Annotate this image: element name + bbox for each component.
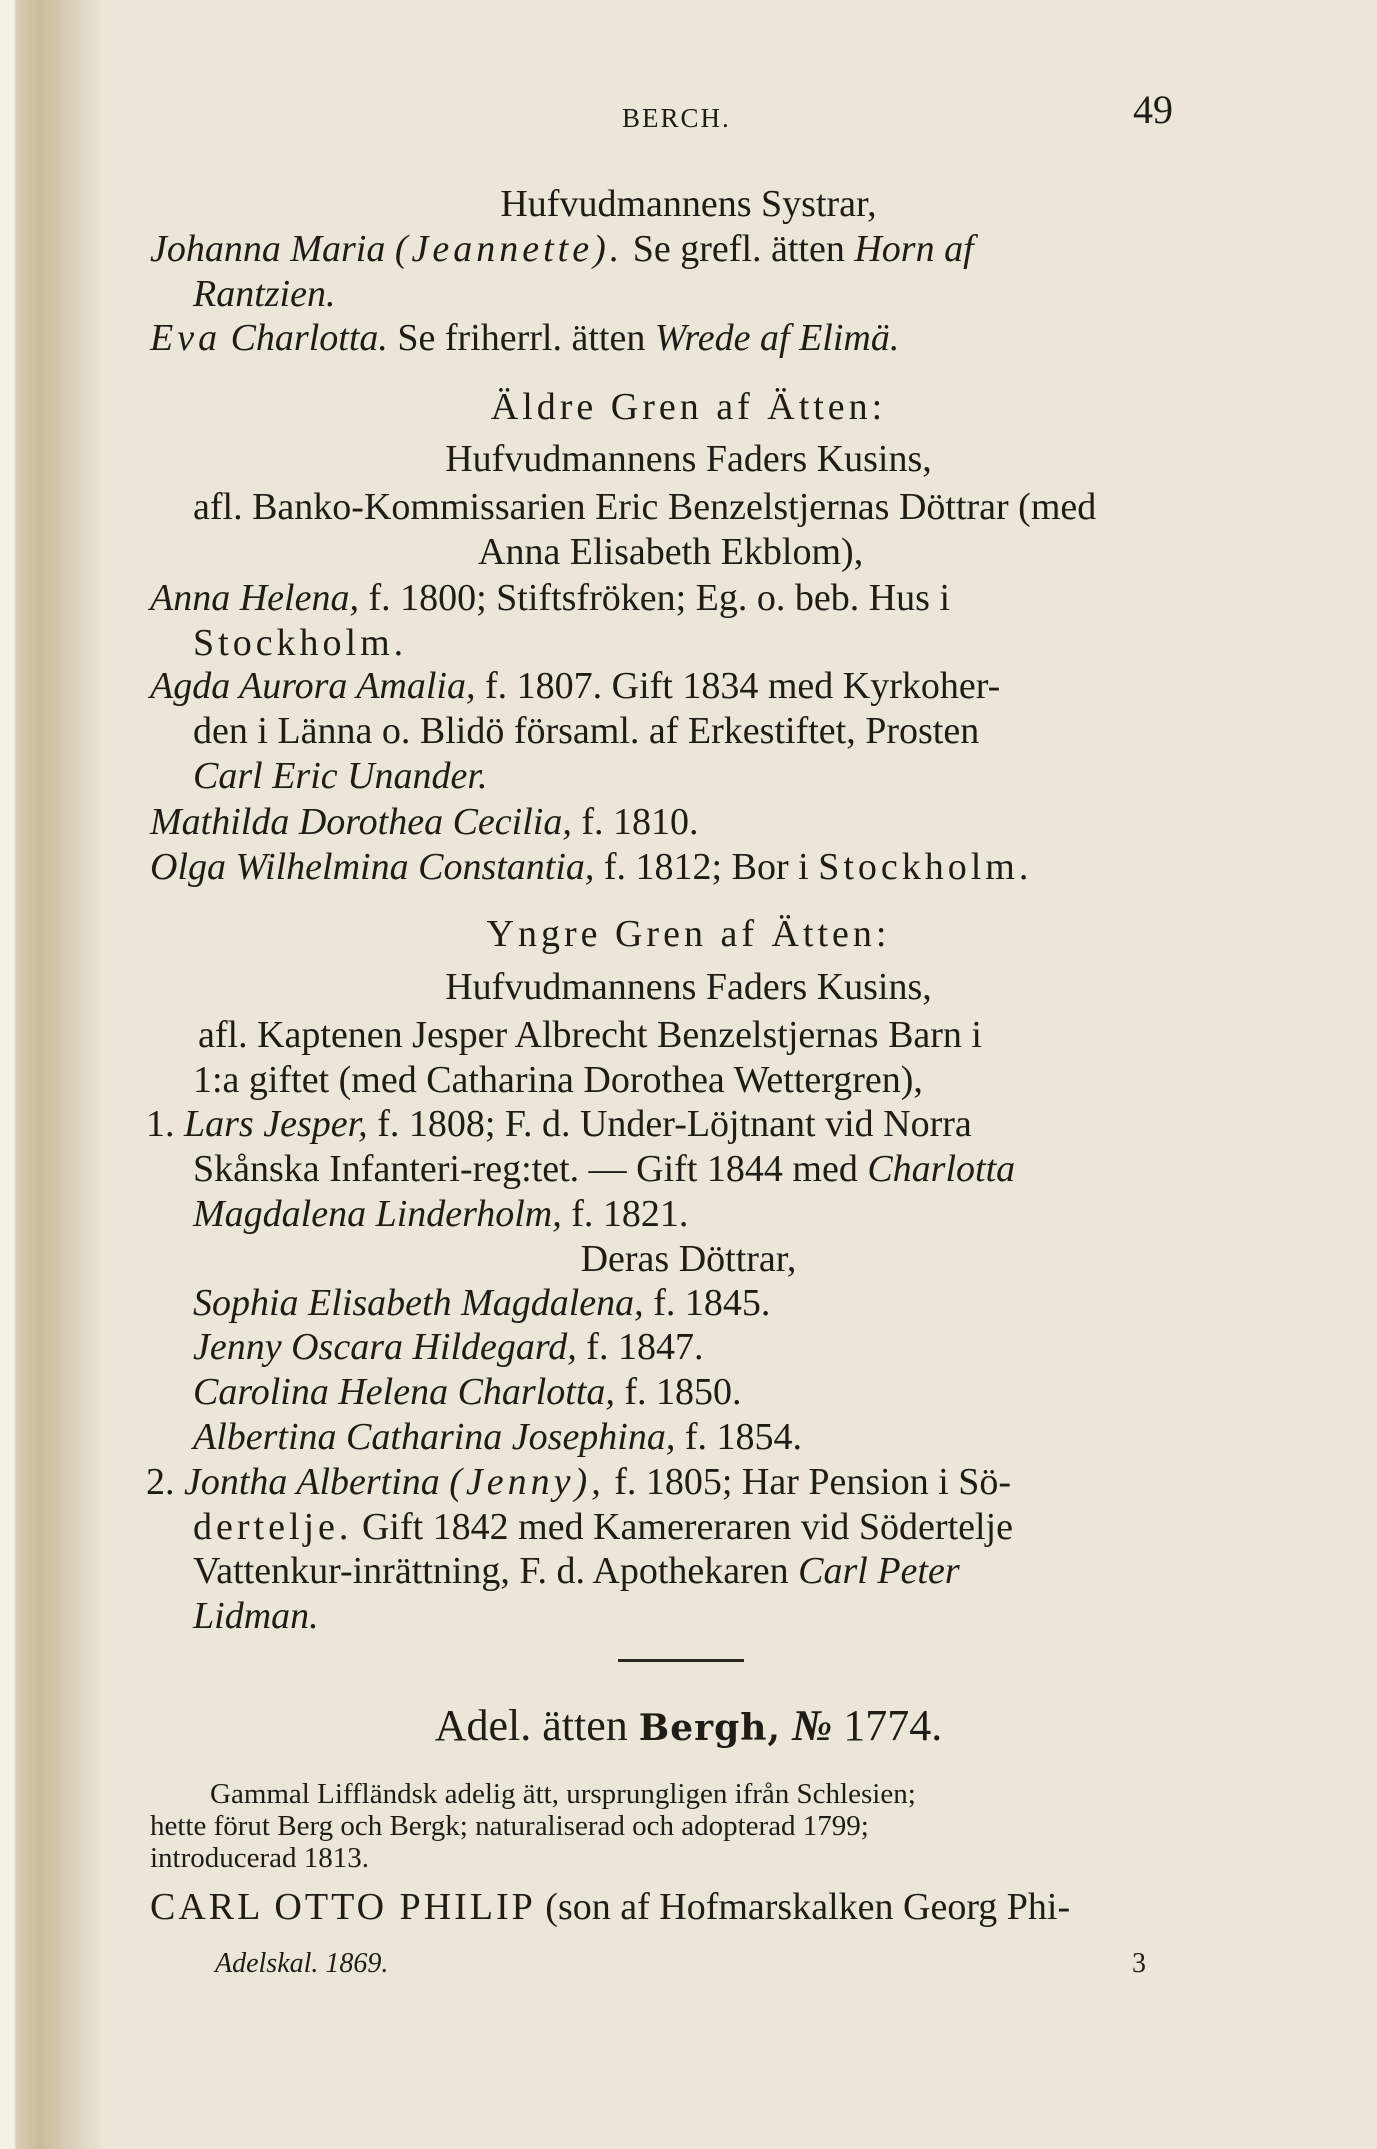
entry-line: Olga Wilhelmina Constantia, f. 1812; Bor i Stockholm. xyxy=(150,846,1033,888)
entry-line: Anna Elisabeth Ekblom), xyxy=(478,531,864,573)
entry-line: Eva Charlotta. Se friherrl. ätten Wrede af Elimä. xyxy=(150,317,900,359)
section-heading: Hufvudmannens Systrar, xyxy=(500,183,877,225)
entry-line: Anna Helena, f. 1800; Stiftsfröken; Eg. o. beb. Hus i xyxy=(150,577,951,619)
entry-line: Agda Aurora Amalia, f. 1807. Gift 1834 med Kyrkoher- xyxy=(150,665,1001,707)
section-divider xyxy=(618,1659,744,1662)
entry-line: Lidman. xyxy=(193,1595,319,1637)
entry-line: Skånska Infanteri-reg:tet. — Gift 1844 med Charlotta xyxy=(193,1148,1016,1190)
entry-line: Albertina Catharina Josephina, f. 1854. xyxy=(193,1416,803,1458)
section-heading: Yngre Gren af Ätten: xyxy=(486,913,891,955)
page-gutter xyxy=(0,0,100,2149)
family-description: Gammal Liffländsk adelig ätt, ursprungligen ifrån Schlesien; xyxy=(210,1778,916,1810)
entry-line: Rantzien. xyxy=(193,273,336,315)
entry-line: Mathilda Dorothea Cecilia, f. 1810. xyxy=(150,801,699,843)
signature-mark: Adelskal. 1869. xyxy=(215,1948,389,1979)
entry-line: 2. Jontha Albertina (Jenny), f. 1805; Har Pension i Sö- xyxy=(146,1461,1012,1503)
entry-line: afl. Kaptenen Jesper Albrecht Benzelstjernas Barn i xyxy=(198,1014,982,1056)
subheading: Hufvudmannens Faders Kusins, xyxy=(445,438,932,480)
entry-line: Carl Eric Unander. xyxy=(193,755,488,797)
entry-line: Carolina Helena Charlotta, f. 1850. xyxy=(193,1371,742,1413)
entry-line: 1. Lars Jesper, f. 1808; F. d. Under-Löjtnant vid Norra xyxy=(146,1103,972,1145)
entry-line: dertelje. Gift 1842 med Kamereraren vid Södertelje xyxy=(193,1506,1013,1548)
page-number: 49 xyxy=(1133,87,1173,132)
entry-line: Vattenkur-inrättning, F. d. Apothekaren Carl Peter xyxy=(193,1550,960,1592)
entry-line: afl. Banko-Kommissarien Eric Benzelstjernas Döttrar (med xyxy=(193,486,1097,528)
entry-line: Jenny Oscara Hildegard, f. 1847. xyxy=(193,1326,704,1368)
family-title: Adel. ätten Bergh, № 1774. xyxy=(434,1701,943,1750)
entry-line: 1:a giftet (med Catharina Dorothea Wettergren), xyxy=(193,1059,923,1101)
entry-line: den i Länna o. Blidö församl. af Erkestiftet, Prosten xyxy=(193,710,980,752)
family-description: hette förut Berg och Bergk; naturaliserad och adopterad 1799; xyxy=(150,1810,869,1842)
subheading: Deras Döttrar, xyxy=(580,1238,797,1280)
entry-line: Magdalena Linderholm, f. 1821. xyxy=(193,1193,689,1235)
signature-number: 3 xyxy=(1132,1948,1146,1979)
entry-line: Stockholm. xyxy=(193,622,408,664)
running-head: BERCH. xyxy=(622,103,731,133)
entry-line: Sophia Elisabeth Magdalena, f. 1845. xyxy=(193,1282,771,1324)
subheading: Hufvudmannens Faders Kusins, xyxy=(445,966,932,1008)
family-description: introducerad 1813. xyxy=(150,1842,370,1874)
entry-line: Johanna Maria (Jeannette). Se grefl. ätten Horn af xyxy=(150,228,974,270)
entry-line: CARL OTTO PHILIP (son af Hofmarskalken Georg Phi- xyxy=(150,1886,1071,1928)
section-heading: Äldre Gren af Ätten: xyxy=(490,386,887,428)
